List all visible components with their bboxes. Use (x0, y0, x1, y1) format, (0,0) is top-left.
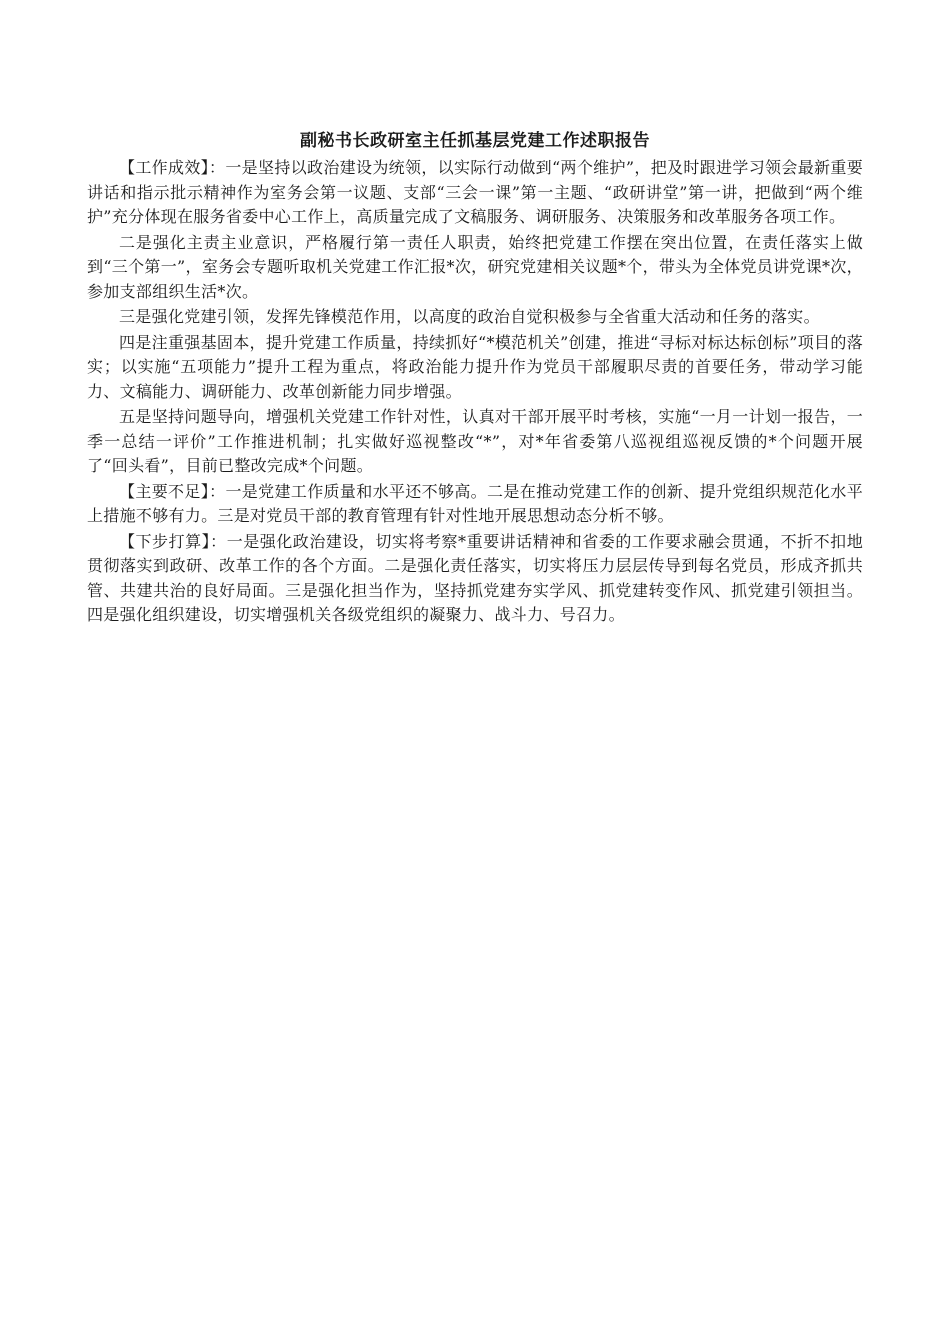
paragraph-text: 五是坚持问题导向，增强机关党建工作针对性，认真对干部开展平时考核，实施“一月一计划一报告，一季一总结一评价”工作推进机制；扎实做好巡视整改“*”，对*年省委第八巡视组巡视反馈的*个问题开展了“回头看”，目前已整改完成*个问题。 (87, 407, 863, 475)
section-heading-shortcomings: 【主要不足】： (119, 481, 226, 501)
paragraph-text: 一是坚持以政治建设为统领，以实际行动做到“两个维护”，把及时跟进学习领会最新重要讲话和指示批示精神作为室务会第一议题、支部“三会一课”第一主题、“政研讲堂”第一讲，把做到“两个维护”充分体现在服务省委中心工作上，高质量完成了文稿服务、调研服务、决策服务和改革服务各项工作。 (87, 158, 863, 226)
paragraph-text: 二是强化主责主业意识，严格履行第一责任人职责，始终把党建工作摆在突出位置，在责任落实上做到“三个第一”，室务会专题听取机关党建工作汇报*次，研究党建相关议题*个，带头为全体党员讲党课*次，参加支部组织生活*次。 (87, 232, 863, 301)
paragraph-item-5 (87, 405, 863, 480)
paragraph-next-steps (87, 530, 863, 629)
paragraph-item-4 (87, 331, 863, 406)
paragraph-item-2 (87, 231, 863, 306)
paragraph-text: 一是强化政治建设，切实将考察*重要讲话精神和省委的工作要求融会贯通，不折不扣地贯彻落实到政研、改革工作的各个方面。二是强化责任落实，切实将压力层层传导到每名党员，形成齐抓共管、共建共治的良好局面。三是强化担当作为，坚持抓党建夯实学风、抓党建转变作风、抓党建引领担当。四是强化组织建设，切实增强机关各级党组织的凝聚力、战斗力、号召力。 (87, 531, 863, 624)
document-page (87, 126, 863, 629)
document-title: 副秘书长政研室主任抓基层党建工作述职报告 (300, 131, 650, 151)
paragraph-item-3 (87, 305, 863, 331)
paragraph-shortcomings (87, 480, 863, 530)
section-heading-work-results: 【工作成效】： (119, 158, 226, 177)
paragraph-text: 一是党建工作质量和水平还不够高。二是在推动党建工作的创新、提升党组织规范化水平上措施不够有力。三是对党员干部的教育管理有针对性地开展思想动态分析不够。 (87, 481, 864, 525)
paragraph-text: 四是注重强基固本，提升党建工作质量，持续抓好“*模范机关”创建，推进“寻标对标达标创标”项目的落实；以实施“五项能力”提升工程为重点，将政治能力提升作为党员干部履职尽责的首要任务，带动学习能力、文稿能力、调研能力、改革创新能力同步增强。 (87, 332, 863, 401)
paragraph-work-results (87, 156, 863, 231)
section-heading-next-steps: 【下步打算】： (119, 531, 227, 551)
paragraph-text: 三是强化党建引领，发挥先锋模范作用，以高度的政治自觉积极参与全省重大活动和任务的落实。 (119, 307, 820, 326)
